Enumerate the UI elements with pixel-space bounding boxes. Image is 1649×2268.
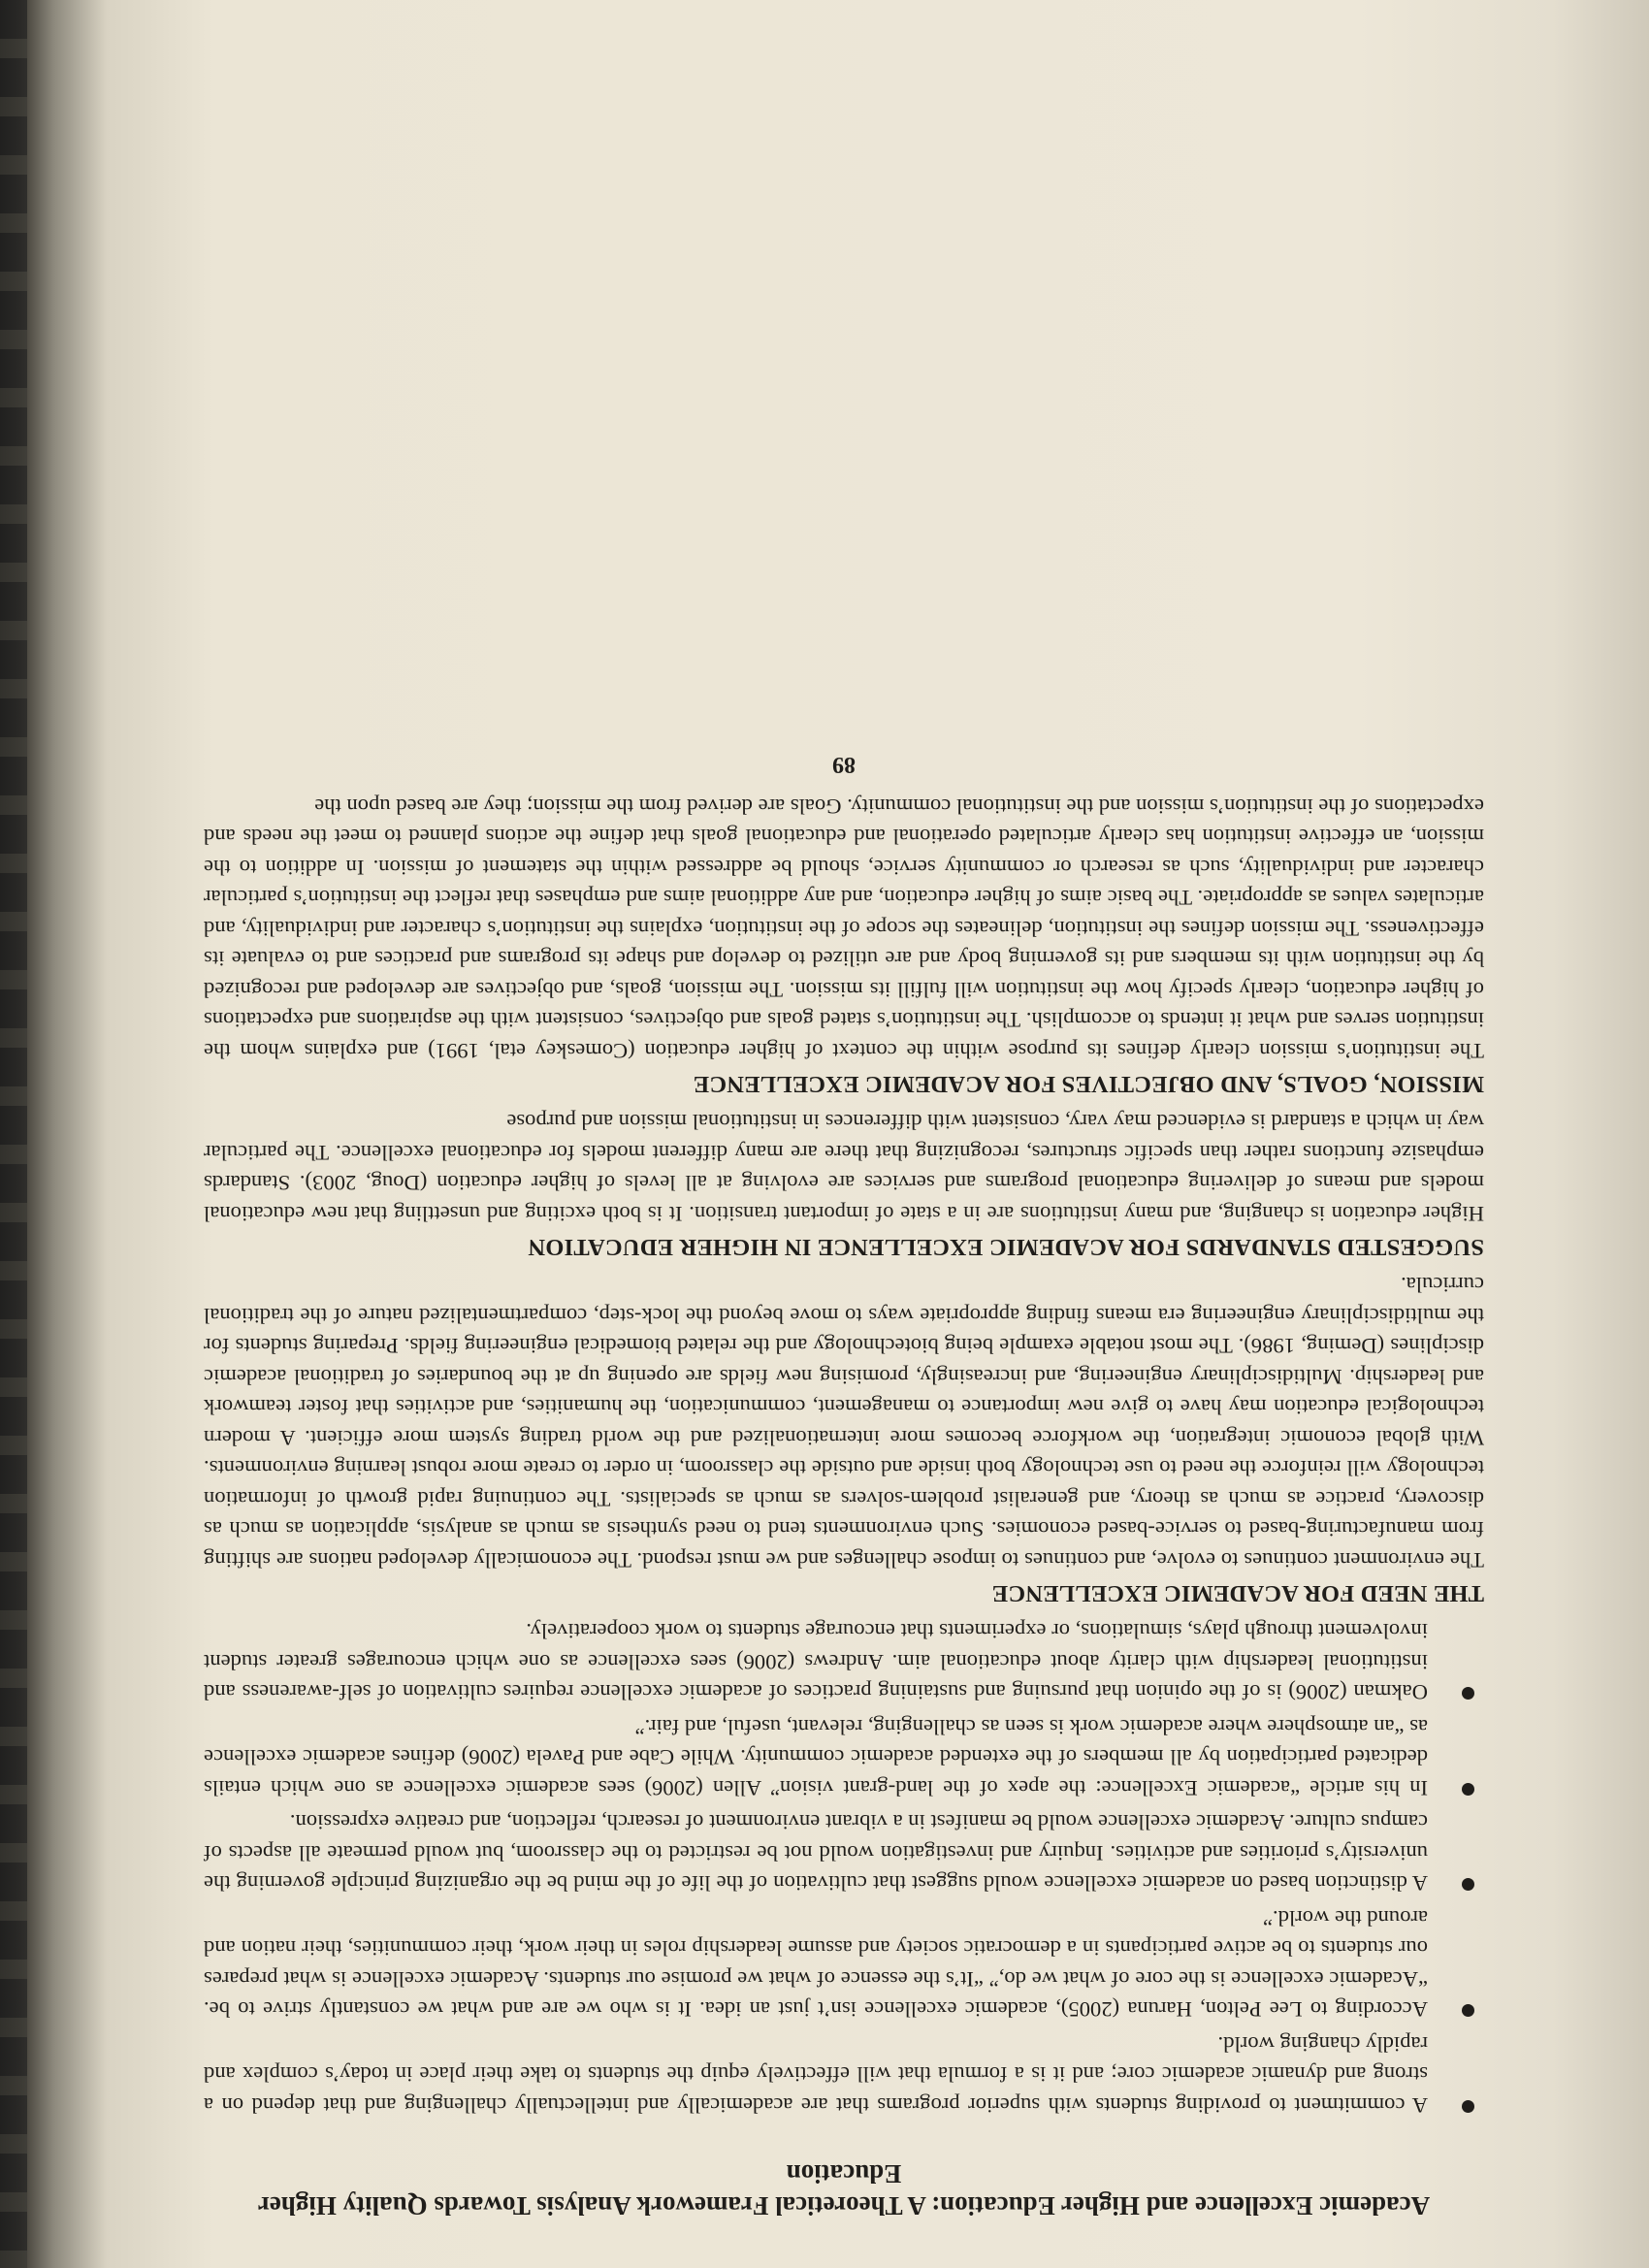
section-paragraph-mission: The institution’s mission clearly defines its purpose within the context of higher education (Comeskey etal, 1991) and explains whom the institution serves and what it intends to accomplish. The institution’s stated goals and objectives, consistent with the aspirations and expectations of higher education, clearly specify how the institution will fulfill its mission. The mission, goals, and objectives are developed and recognized by the institution with its members and its governing body and are utilized to develop and shape its programs and practices and to evaluate its effectiveness. The mission defines the institution, delineates the scope of the institution, explains the institution’s character and individuality, and articulates values as appropriate. The basic aims of higher education, and any additional aims and emphases that reflect the institution’s particular character and individuality, such as research or community service, should be addressed within the statement of mission. In addition to the mission, an effective institution has clearly articulated operational and educational goals that define the actions planned to meet the needs and expectations of the institution’s mission and the institutional community. Goals are derived from the mission; they are based upon the [204, 794, 1484, 1063]
definition-list [204, 1616, 1484, 2121]
bullet-icon [1462, 2005, 1474, 2018]
section-heading-need: THE NEED FOR ACADEMIC EXCELLENCE [991, 1580, 1484, 1606]
list-item-text: A commitment to providing students with superior programs that are academically and intellectually challenging and that depend on a strong and dynamic academic core; and it is a formula that will effectively equip the students to take their place in today’s complex and rapidly changing world. [204, 2032, 1428, 2118]
bullet-icon [1462, 2100, 1474, 2113]
bullet-icon [1462, 1879, 1474, 1892]
list-item-text: Oakman (2006) is of the opinion that pursuing and sustaining practices of academic excellence requires cultivation of self-awareness and institutional leadership with clarity about educational aim. Andrews (2006) sees excellence as one which encourages greater student involvement through plays, simulations, or experiments that encourage students to work cooperatively. [204, 1619, 1428, 1705]
list-item [204, 2029, 1484, 2122]
list-item [204, 1807, 1484, 1899]
page-number: 89 [832, 752, 856, 778]
list-item-text: According to Lee Pelton, Haruna (2005), academic excellence isn’t just an idea. It is who we are and what we constantly strive to be. “Academic excellence is the core of what we do,” “It’s the essence of what we promise our students. Academic excellence is what prepares our students to be active participants in a democratic society and assume leadership roles in their work, their communities, their nation and around the world.” [204, 1906, 1428, 2023]
book-binding-edge [0, 0, 27, 2268]
section-paragraph-need: The environment continues to evolve, and continues to impose challenges and we must respond. The economically developed nations are shifting from manufacturing-based to service-based economies. Such environments tend to need synthesis as much as analysis, application as much as discovery, practice as much as theory, and generalist problem-solvers as much as specialists. The continuing rapid growth of information technology will reinforce the need to use technology both inside and outside the classroom, in order to create more robust learning environments. With global economic integration, the workforce becomes more internationalized and the world trading system more efficient. A modern technological education may have to give new importance to management, communication, the humanities, and activities that foster teamwork and leadership. Multidisciplinary engineering, and increasingly, promising new fields are opening up at the boundaries of traditional academic disciplines (Deming, 1986). The most notable example being biotechnology and the related biomedical engineering fields. Preparing students for the multidisciplinary engineering era means finding appropriate ways to move beyond the lock-step, compartmentalized nature of the traditional curricula. [204, 1273, 1484, 1572]
list-item [204, 1712, 1484, 1804]
list-item [204, 1616, 1484, 1708]
article-title: Academic Excellence and Higher Education: A Theoretical Framework Analysis Towards Quality Higher Education [257, 2159, 1431, 2220]
bullet-icon [1462, 1783, 1474, 1796]
bullet-icon [1462, 1688, 1474, 1701]
section-paragraph-standards: Higher education is changing, and many institutions are in a state of important transition. It is both exciting and unsettling that new educational models and means of delivering educational programs and services are evolving at all levels of higher education (Doug, 2003). Standards emphasize functions rather than specific structures, recognizing that there are many different models for educational excellence. The particular way in which a standard is evidenced may vary, consistent with differences in institutional mission and purpose [204, 1110, 1484, 1226]
list-item-text: In his article “academic Excellence: the apex of the land-grant vision” Allen (2006) sees academic excellence as one which entails dedicated participation by all members of the extended academic community. While Cabe and Pavela (2006) defines academic excellence as “an atmosphere where academic work is seen as challenging, relevant, useful, and fair.” [204, 1715, 1428, 1800]
printed-page [204, 29, 1484, 2221]
section-heading-standards: SUGGESTED STANDARDS FOR ACADEMIC EXCELLENCE IN HIGHER EDUCATION [528, 1234, 1484, 1260]
list-item [204, 1903, 1484, 2025]
page-content [204, 752, 1484, 2222]
section-heading-mission: MISSION, GOALS, AND OBJECTIVES FOR ACADEMIC EXCELLENCE [693, 1071, 1484, 1097]
list-item-text: A distinction based on academic excellence would suggest that cultivation of the life of the mind be the organizing principle governing the university’s priorities and activities. Inquiry and investigation would not be restricted to the classroom, but would permeate all aspects of campus culture. Academic excellence would be manifest in a vibrant environment of research, reflection, and creative expression. [204, 1810, 1428, 1896]
